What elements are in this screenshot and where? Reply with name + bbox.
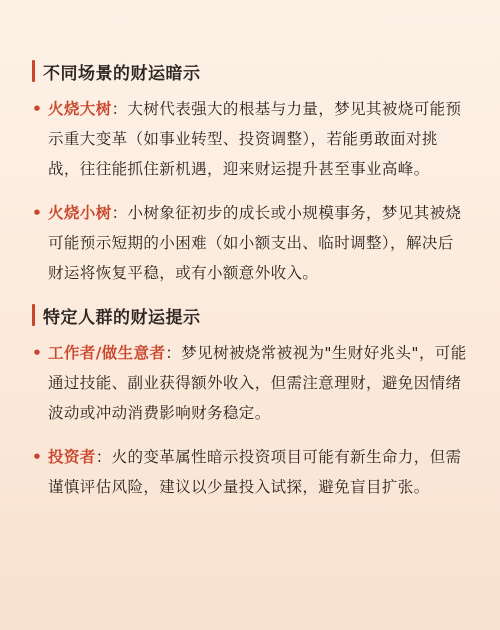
bullet-icon: • [32,204,43,222]
bullet-icon: • [32,344,43,362]
section-title: 特定人群的财运提示 [43,307,201,328]
item-term: 工作者/做生意者 [48,344,166,362]
list-item [32,198,468,288]
item-term: 火烧小树 [48,204,112,222]
item-term: 投资者 [48,448,96,466]
heading-accent-bar [32,304,35,326]
section-heading-groups [32,302,468,328]
item-separator: ： [111,100,128,118]
section-title: 不同场景的财运暗示 [43,63,201,84]
item-text: 小树象征初步的成长或小规模事务，梦见其被烧可能预示短期的小困难（如小额支出、临时调整），解决后财运将恢复平稳，或有小额意外收入。 [48,204,462,282]
bullet-icon: • [32,100,43,118]
list-item [32,94,468,184]
item-text: 火的变革属性暗示投资项目可能有新生命力，但需谨慎评估风险，建议以少量投入试探，避免盲目扩张。 [48,448,462,496]
list-item [32,338,468,428]
section-heading-scenarios [32,58,468,84]
item-text: 梦见树被烧常被视为"生财好兆头"，可能通过技能、副业获得额外收入，但需注意理财，避免因情绪波动或冲动消费影响财务稳定。 [48,344,467,422]
bullet-icon: • [32,448,43,466]
item-separator: ： [111,204,128,222]
item-separator: ： [165,344,182,362]
item-text: 大树代表强大的根基与力量，梦见其被烧可能预示重大变革（如事业转型、投资调整），若能勇敢面对挑战，往往能抓住新机遇，迎来财运提升甚至事业高峰。 [48,100,462,178]
list-item [32,442,468,502]
heading-accent-bar [32,60,35,82]
item-term: 火烧大树 [48,100,112,118]
item-separator: ： [95,448,112,466]
